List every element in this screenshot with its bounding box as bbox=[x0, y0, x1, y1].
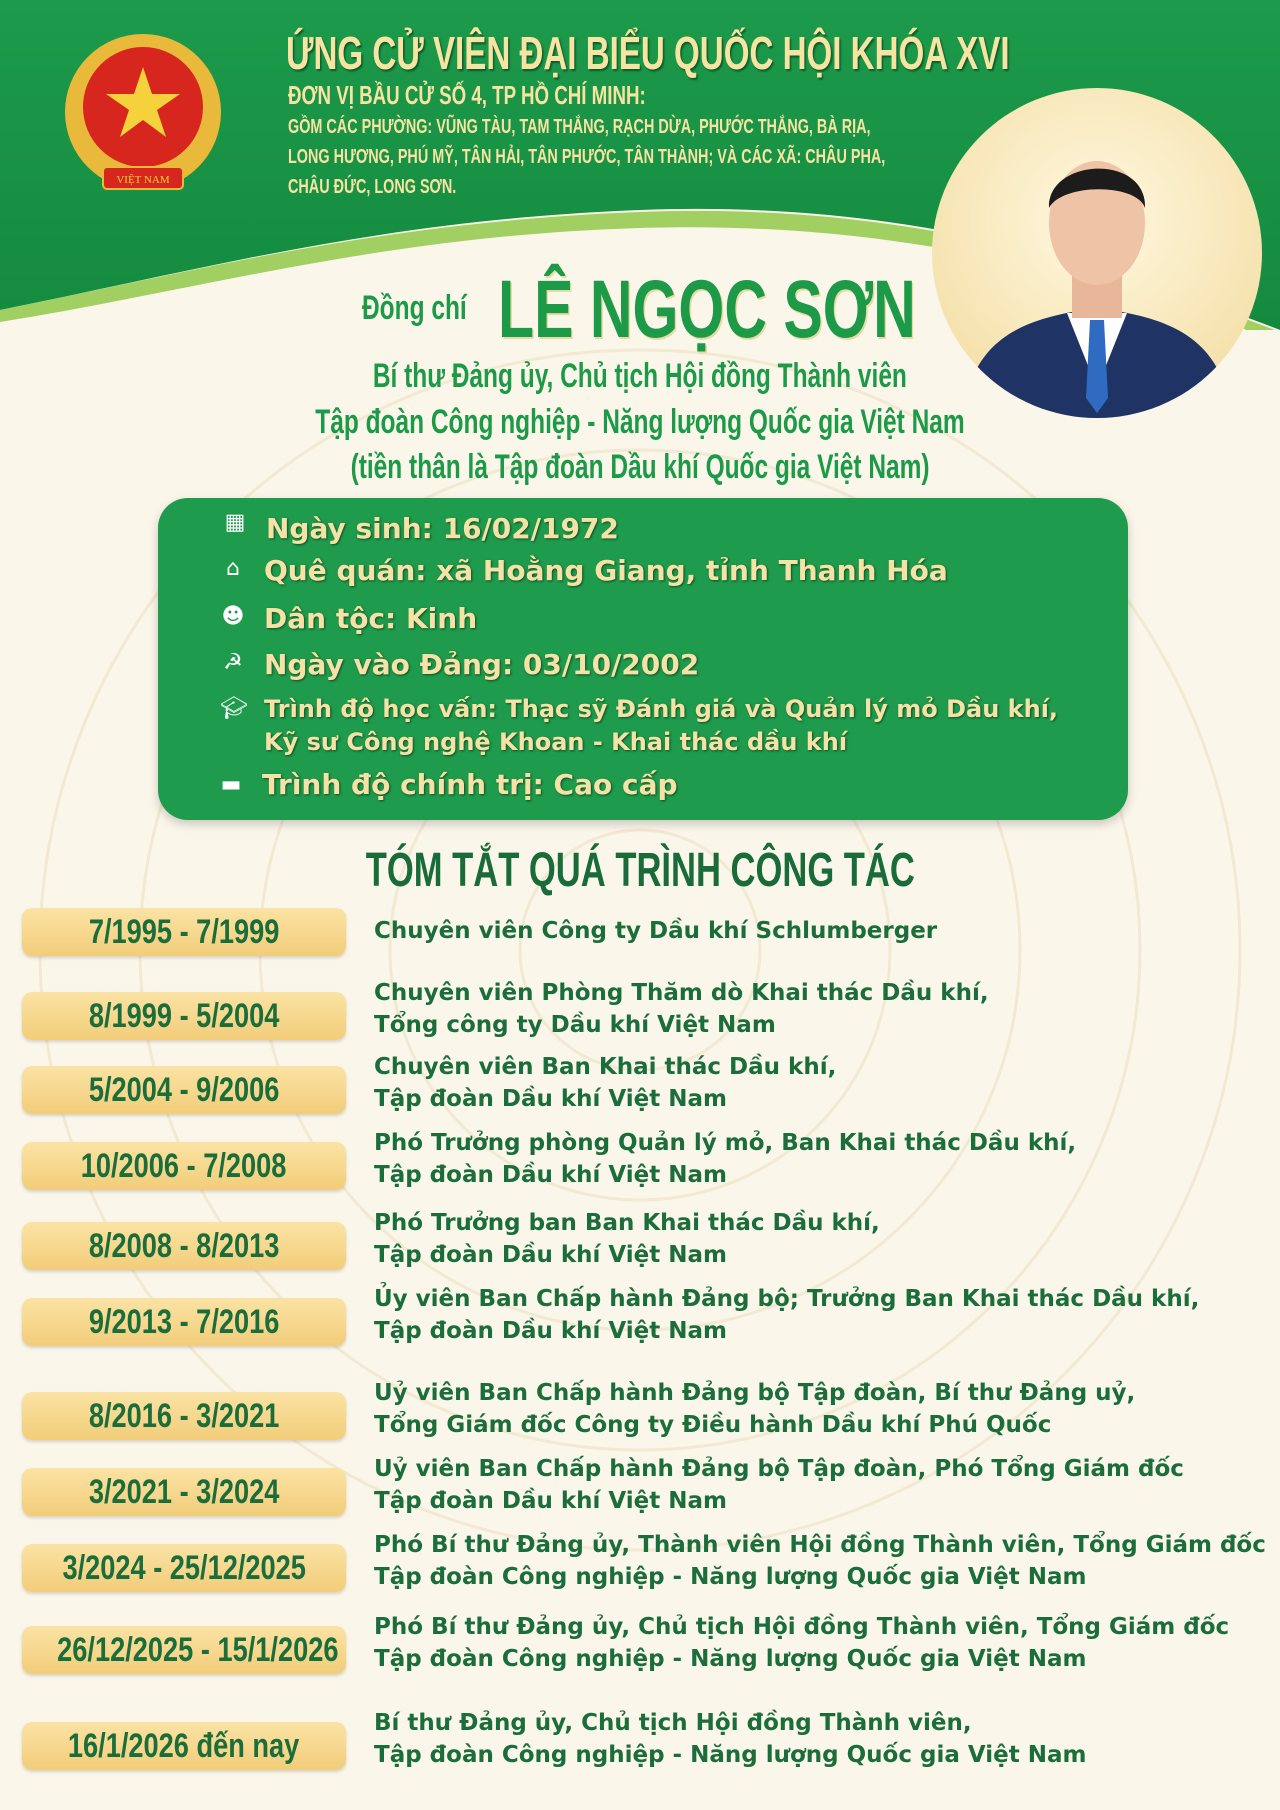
role-description: Bí thư Đảng ủy, Chủ tịch Hội đồng Thành viên, bbox=[374, 1710, 972, 1736]
birth-date: Ngày sinh: 16/02/1972 bbox=[266, 512, 619, 545]
role-description: Tập đoàn Công nghiệp - Năng lượng Quốc gia Việt Nam bbox=[374, 1646, 1087, 1672]
personal-info-box bbox=[158, 498, 1128, 820]
people-icon: ☻ bbox=[221, 604, 245, 629]
period-pill: 8/1999 - 5/2004 bbox=[22, 992, 346, 1040]
period-pill: 26/12/2025 - 15/1/2026 bbox=[22, 1626, 346, 1674]
education-line2: Kỹ sư Công nghệ Khoan - Khai thác dầu khí bbox=[264, 728, 848, 756]
role-description: Chuyên viên Công ty Dầu khí Schlumberger bbox=[374, 918, 938, 944]
calendar-icon: ▦ bbox=[224, 510, 246, 535]
role-description: Uỷ viên Ban Chấp hành Đảng bộ Tập đoàn, Phó Tổng Giám đốc bbox=[374, 1456, 1184, 1482]
area-line: LONG HƯƠNG, PHÚ MỸ, TÂN HẢI, TÂN PHƯỚC, TÂN THÀNH; VÀ CÁC XÃ: CHÂU PHA, bbox=[288, 146, 886, 168]
role-description: Phó Trưởng phòng Quản lý mỏ, Ban Khai thác Dầu khí, bbox=[374, 1130, 1077, 1156]
party-join-date: Ngày vào Đảng: 03/10/2002 bbox=[264, 648, 700, 681]
role-description: Tập đoàn Dầu khí Việt Nam bbox=[374, 1086, 728, 1112]
area-line: CHÂU ĐỨC, LONG SƠN. bbox=[288, 176, 457, 198]
national-emblem bbox=[58, 32, 228, 202]
political-level: Trình độ chính trị: Cao cấp bbox=[262, 768, 678, 801]
education: Trình độ học vấn: Thạc sỹ Đánh giá và Quản lý mỏ Dầu khí, bbox=[264, 695, 1059, 723]
position-line: (tiền thân là Tập đoàn Dầu khí Quốc gia Việt Nam) bbox=[350, 448, 930, 486]
graduation-cap-icon: 🎓︎ bbox=[220, 696, 248, 721]
period-pill: 10/2006 - 7/2008 bbox=[22, 1142, 346, 1190]
period-pill: 8/2008 - 8/2013 bbox=[22, 1222, 346, 1270]
role-description: Tổng công ty Dầu khí Việt Nam bbox=[374, 1012, 776, 1038]
period-pill: 7/1995 - 7/1999 bbox=[22, 908, 346, 956]
role-description: Tập đoàn Dầu khí Việt Nam bbox=[374, 1318, 728, 1344]
role-description: Tập đoàn Công nghiệp - Năng lượng Quốc gia Việt Nam bbox=[374, 1564, 1087, 1590]
period-pill: 9/2013 - 7/2016 bbox=[22, 1298, 346, 1346]
period-pill: 5/2004 - 9/2006 bbox=[22, 1066, 346, 1114]
role-description: Phó Bí thư Đảng ủy, Thành viên Hội đồng Thành viên, Tổng Giám đốc bbox=[374, 1532, 1266, 1558]
ethnicity: Dân tộc: Kinh bbox=[264, 602, 478, 635]
role-description: Phó Bí thư Đảng ủy, Chủ tịch Hội đồng Thành viên, Tổng Giám đốc bbox=[374, 1614, 1230, 1640]
role-description: Ủy viên Ban Chấp hành Đảng bộ; Trưởng Ban Khai thác Dầu khí, bbox=[374, 1286, 1200, 1312]
period-pill: 3/2021 - 3/2024 bbox=[22, 1468, 346, 1516]
honorific: Đồng chí bbox=[362, 289, 467, 327]
header-title: ỨNG CỬ VIÊN ĐẠI BIỂU QUỐC HỘI KHÓA XVI bbox=[286, 27, 1010, 79]
position-line: Bí thư Đảng ủy, Chủ tịch Hội đồng Thành viên bbox=[372, 357, 908, 395]
position-line: Tập đoàn Công nghiệp - Năng lượng Quốc gia Việt Nam bbox=[315, 403, 965, 441]
role-description: Tổng Giám đốc Công ty Điều hành Dầu khí Phú Quốc bbox=[374, 1412, 1052, 1438]
role-description: Tập đoàn Công nghiệp - Năng lượng Quốc gia Việt Nam bbox=[374, 1742, 1087, 1768]
electoral-unit: ĐƠN VỊ BẦU CỬ SỐ 4, TP HỒ CHÍ MINH: bbox=[288, 80, 646, 110]
hometown: Quê quán: xã Hoằng Giang, tỉnh Thanh Hóa bbox=[264, 554, 948, 587]
area-line: GỒM CÁC PHƯỜNG: VŨNG TÀU, TAM THẮNG, RẠCH DỪA, PHƯỚC THẮNG, BÀ RỊA, bbox=[288, 116, 871, 138]
role-description: Chuyên viên Phòng Thăm dò Khai thác Dầu khí, bbox=[374, 980, 989, 1006]
period-pill: 3/2024 - 25/12/2025 bbox=[22, 1544, 346, 1592]
candidate-name: LÊ NGỌC SƠN bbox=[498, 264, 916, 355]
home-icon: ⌂ bbox=[226, 556, 240, 581]
hammer-sickle-icon: ☭ bbox=[223, 650, 243, 675]
period-pill: 8/2016 - 3/2021 bbox=[22, 1392, 346, 1440]
role-description: Uỷ viên Ban Chấp hành Đảng bộ Tập đoàn, Bí thư Đảng uỷ, bbox=[374, 1380, 1136, 1406]
period-pill: 16/1/2026 đến nay bbox=[22, 1722, 346, 1770]
role-description: Tập đoàn Dầu khí Việt Nam bbox=[374, 1162, 728, 1188]
role-description: Chuyên viên Ban Khai thác Dầu khí, bbox=[374, 1054, 837, 1080]
career-heading: TÓM TẮT QUÁ TRÌNH CÔNG TÁC bbox=[365, 844, 915, 897]
role-description: Tập đoàn Dầu khí Việt Nam bbox=[374, 1488, 728, 1514]
svg-text:VIỆT NAM: VIỆT NAM bbox=[116, 174, 170, 186]
briefcase-icon: ▬ bbox=[220, 772, 242, 797]
role-description: Phó Trưởng ban Ban Khai thác Dầu khí, bbox=[374, 1210, 880, 1236]
role-description: Tập đoàn Dầu khí Việt Nam bbox=[374, 1242, 728, 1268]
